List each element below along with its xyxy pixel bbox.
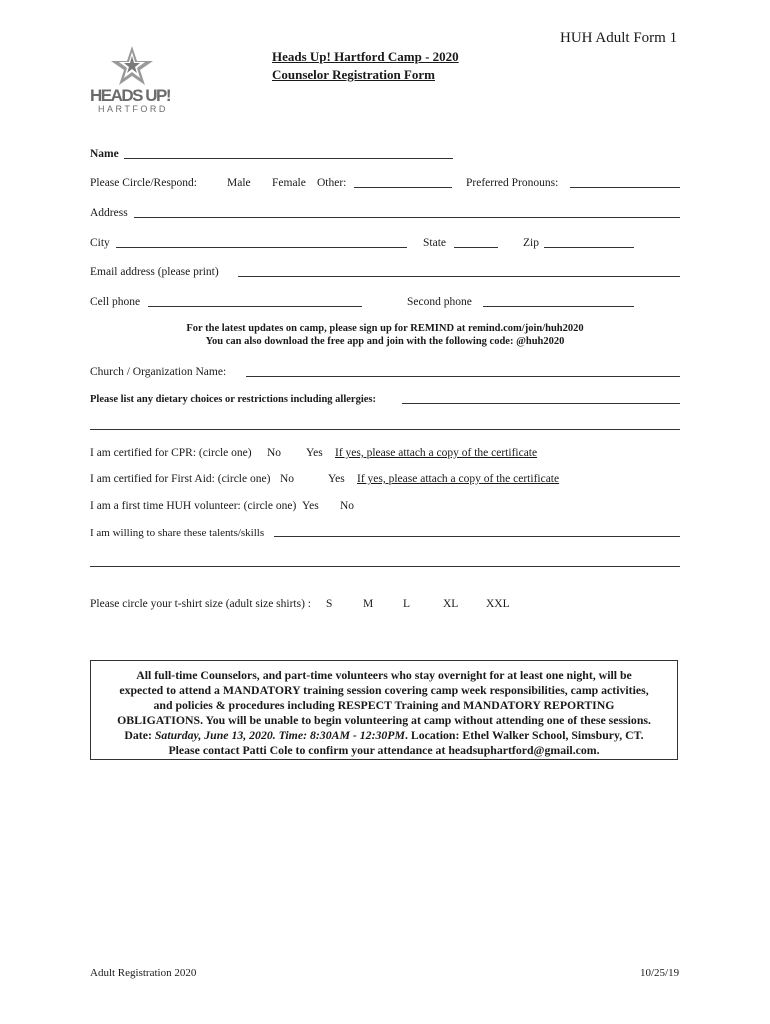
male-option[interactable]: Male — [227, 177, 251, 189]
remind-line-1: For the latest updates on camp, please sign up for REMIND at remind.com/join/huh2020 — [186, 323, 584, 334]
tshirt-size-xxl[interactable]: XXL — [486, 598, 510, 610]
logo-wordmark: HEADS UP! — [90, 86, 171, 105]
form-subtitle: Counselor Registration Form — [272, 67, 435, 82]
female-option[interactable]: Female — [272, 177, 306, 189]
other-field[interactable] — [354, 187, 452, 188]
cell-phone-field[interactable] — [148, 306, 362, 307]
first-aid-attach-note: If yes, please attach a copy of the certificate — [357, 473, 560, 485]
pronouns-field[interactable] — [570, 187, 680, 188]
star-logo-icon — [88, 44, 188, 90]
dietary-field[interactable] — [402, 403, 680, 404]
notice-line-2: expected to attend a MANDATORY training session covering camp week responsibilities, camp activities, — [119, 683, 649, 697]
first-time-no-option[interactable]: No — [340, 500, 355, 512]
remind-line-2: You can also download the free app and join with the following code: @huh2020 — [205, 336, 565, 347]
cpr-yes-option[interactable]: Yes — [306, 447, 323, 459]
state-label: State — [423, 237, 446, 249]
name-label: Name — [90, 148, 119, 160]
first-aid-label: I am certified for First Aid: (circle one) — [90, 473, 271, 485]
cell-phone-label: Cell phone — [90, 296, 141, 308]
talents-label: I am willing to share these talents/skills — [90, 527, 265, 539]
notice-line-3: and policies & procedures including RESPECT Training and MANDATORY REPORTING — [153, 698, 615, 712]
form-title: Heads Up! Hartford Camp - 2020 — [272, 49, 459, 64]
tshirt-size-m[interactable]: M — [363, 598, 374, 610]
second-phone-label: Second phone — [407, 296, 472, 308]
notice-line-1: All full-time Counselors, and part-time volunteers who stay overnight for at least one night, will be — [136, 668, 632, 682]
notice-location: . Location: Ethel Walker School, Simsbury, CT. — [405, 728, 644, 742]
zip-label: Zip — [523, 237, 539, 249]
first-aid-no-option[interactable]: No — [280, 473, 295, 485]
cpr-label: I am certified for CPR: (circle one) — [90, 447, 252, 459]
tshirt-size-l[interactable]: L — [403, 598, 411, 610]
cpr-attach-note: If yes, please attach a copy of the certificate — [335, 447, 538, 459]
notice-line-4: OBLIGATIONS. You will be unable to begin volunteering at camp without attending one of these sessions. — [117, 713, 651, 727]
notice-line-5 — [97, 728, 671, 743]
dietary-field-line-2[interactable] — [90, 429, 680, 430]
other-label: Other: — [317, 177, 347, 189]
name-field[interactable] — [124, 158, 453, 159]
tshirt-size-xl[interactable]: XL — [443, 598, 459, 610]
form-id: HUH Adult Form 1 — [560, 30, 678, 46]
second-phone-field[interactable] — [483, 306, 634, 307]
city-label: City — [90, 237, 110, 249]
email-field[interactable] — [238, 276, 680, 277]
logo — [88, 44, 188, 116]
talents-field-line-2[interactable] — [90, 566, 680, 567]
dietary-label: Please list any dietary choices or restrictions including allergies: — [90, 394, 376, 405]
notice-date-label: Date: — [124, 728, 155, 742]
logo-subtitle: HARTFORD — [98, 104, 168, 114]
talents-field[interactable] — [274, 536, 680, 537]
first-time-label: I am a first time HUH volunteer: (circle one) — [90, 500, 297, 512]
address-label: Address — [90, 207, 128, 219]
mandatory-training-notice — [90, 660, 678, 760]
zip-field[interactable] — [544, 247, 634, 248]
first-time-yes-option[interactable]: Yes — [302, 500, 319, 512]
email-label: Email address (please print) — [90, 266, 219, 278]
pronouns-label: Preferred Pronouns: — [466, 177, 559, 189]
church-field[interactable] — [246, 376, 680, 377]
cpr-no-option[interactable]: No — [267, 447, 282, 459]
notice-date-value: Saturday, June 13, 2020. Time: 8:30AM - 12:30PM — [154, 728, 405, 742]
church-label: Church / Organization Name: — [90, 366, 227, 378]
tshirt-label: Please circle your t-shirt size (adult size shirts) : — [90, 598, 311, 610]
footer-date: 10/25/19 — [640, 967, 680, 979]
circle-respond-label: Please Circle/Respond: — [90, 177, 197, 189]
footer-left: Adult Registration 2020 — [90, 967, 197, 979]
state-field[interactable] — [454, 247, 498, 248]
notice-line-6: Please contact Patti Cole to confirm your attendance at headsuphartford@gmail.com. — [168, 743, 600, 757]
tshirt-size-s[interactable]: S — [326, 598, 333, 610]
address-field[interactable] — [134, 217, 680, 218]
city-field[interactable] — [116, 247, 407, 248]
first-aid-yes-option[interactable]: Yes — [328, 473, 345, 485]
